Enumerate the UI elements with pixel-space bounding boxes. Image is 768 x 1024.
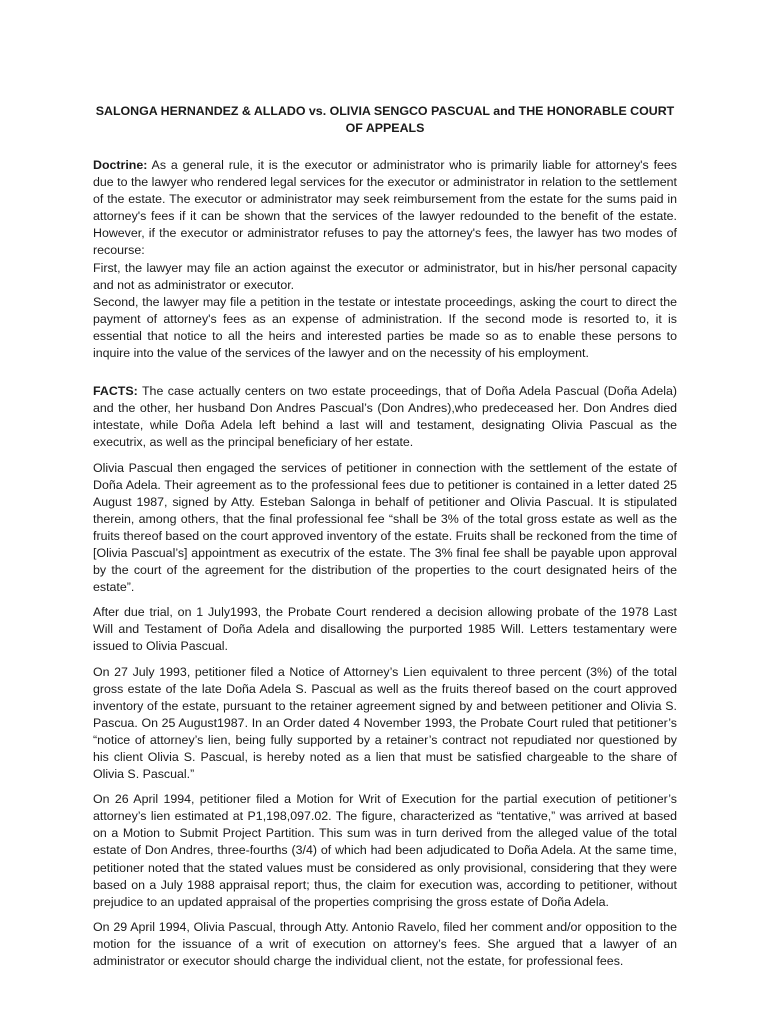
facts-label: FACTS:	[93, 384, 138, 399]
doctrine-first-mode: First, the lawyer may file an action against the executor or administrator, but in his/her personal capacity and not as administrator or executor.	[93, 260, 677, 292]
doctrine-label: Doctrine:	[93, 158, 148, 172]
doctrine-text: As a general rule, it is the executor or administrator who is primarily liable for attorney's fees due to the lawyer who rendered legal services for the executor or administrator in relation to the settlement of the estate. The executor or administrator may seek reimbursement from the estate for the sums paid in attorney's fees if it can be shown that the services of the lawyer redounded to the benefit of the estate. However, if the executor or administrator refuses to pay the attorney's fees, the lawyer has two modes of recourse:	[93, 158, 677, 258]
doctrine-second-mode: Second, the lawyer may file a petition in the testate or intestate proceedings, asking the court to direct the payment of attorney's fees as an expense of administration. If the second mode is resorted to, it is essential that notice to all the heirs and interested parties be made so as to enable these persons to inquire into the value of the services of the lawyer and on the necessity of his employment.	[93, 294, 677, 361]
doctrine-paragraph	[93, 157, 677, 260]
body-paragraph-4: On 26 April 1994, petitioner filed a Motion for Writ of Execution for the partial execution of petitioner’s attorney’s lien estimated at P1,198,097.02. The figure, characterized as “tentative,” was arrived at based on a Motion to Submit Project Partition. This sum was in turn derived from the alleged value of the total estate of Don Andres, three-fourths (3/4) of which had been adjudicated to Doña Adela. At the same time, petitioner noted that the stated values must be considered as only provisional, considering that they were based on a July 1988 appraisal report; thus, the claim for execution was, according to petitioner, without prejudice to an updated appraisal of the properties comprising the gross estate of Doña Adela.	[93, 792, 677, 909]
body-paragraph-2: After due trial, on 1 July1993, the Probate Court rendered a decision allowing probate of the 1978 Last Will and Testament of Doña Adela and disallowing the purported 1985 Will. Letters testamentary were issued to Olivia Pascual.	[93, 605, 677, 654]
case-title: SALONGA HERNANDEZ & ALLADO vs. OLIVIA SENGCO PASCUAL and THE HONORABLE COURT OF APPEALS	[95, 104, 675, 135]
body-paragraph-5: On 29 April 1994, Olivia Pascual, through Atty. Antonio Ravelo, filed her comment and/or opposition to the motion for the issuance of a writ of execution on attorney’s fees. She argued that a lawyer of an administrator or executor should charge the individual client, not the estate, for professional fees.	[93, 919, 677, 969]
body-paragraph-1: Olivia Pascual then engaged the services of petitioner in connection with the settlement of the estate of Doña Adela. Their agreement as to the professional fees due to petitioner is contained in a letter dated 25 August 1987, signed by Atty. Esteban Salonga in behalf of petitioner and Olivia Pascual. It is stipulated therein, among others, that the final professional fee “shall be 3% of the total gross estate as well as the fruits thereof based on the court approved inventory of the estate. Fruits shall be reckoned from the time of [Olivia Pascual’s] appointment as executrix of the estate. The 3% final fee shall be payable upon approval by the court of the agreement for the distribution of the properties to the court designated heirs of the estate”.	[93, 460, 677, 595]
facts-paragraph	[93, 383, 677, 451]
facts-text: The case actually centers on two estate proceedings, that of Doña Adela Pascual (Doña Adela) and the other, her husband Don Andres Pascual’s (Don Andres),who predeceased her. Don Andres died intestate, while Doña Adela left behind a last will and testament, designating Olivia Pascual as the executrix, as well as the principal beneficiary of her estate.	[93, 384, 677, 450]
body-paragraph-3: On 27 July 1993, petitioner filed a Notice of Attorney’s Lien equivalent to three percent (3%) of the total gross estate of the late Doña Adela S. Pascual as well as the fruits thereof based on the court approved inventory of the estate, pursuant to the retainer agreement signed by and between petitioner and Olivia S. Pascua. On 25 August1987. In an Order dated 4 November 1993, the Probate Court ruled that petitioner’s “notice of attorney’s lien, being fully supported by a retainer’s contract not repudiated nor questioned by his client Olivia S. Pascual, is hereby noted as a lien that must be satisfied chargeable to the share of Olivia S. Pascual.”	[93, 664, 677, 782]
